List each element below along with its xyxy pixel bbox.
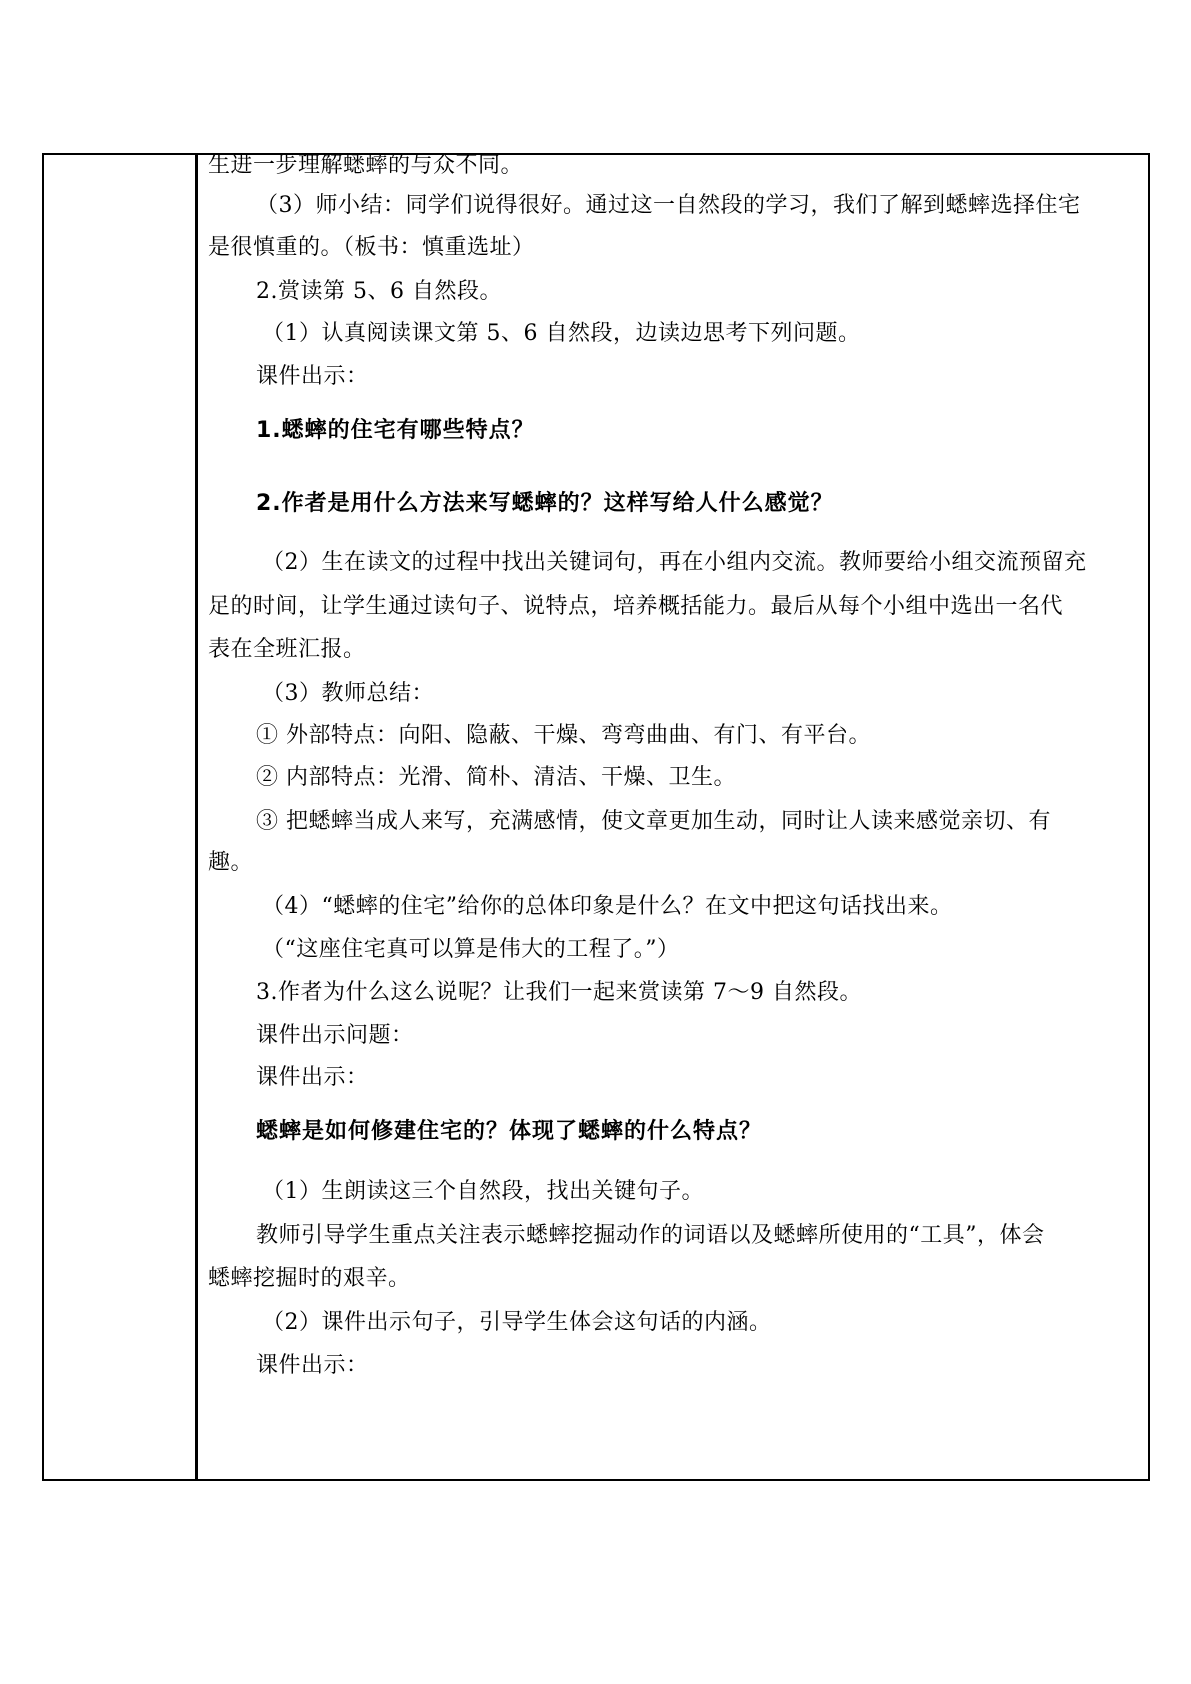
text-line: （3）教师总结： (262, 681, 434, 706)
text-line: （1）生朗读这三个自然段，找出关键句子。 (262, 1179, 704, 1204)
text-line: 课件出示： (256, 1353, 369, 1378)
table-column-divider (195, 153, 198, 1481)
text-line: （2）生在读文的过程中找出关键词句，再在小组内交流。教师要给小组交流预留充 (262, 550, 1087, 575)
text-line: 2.赏读第 5、6 自然段。 (256, 279, 502, 304)
text-line: 蟋蟀挖掘时的艰辛。 (208, 1266, 411, 1291)
text-line: （4）“蟋蟀的住宅”给你的总体印象是什么？在文中把这句话找出来。 (262, 894, 953, 919)
text-line: 是很慎重的。（板书：慎重选址） (208, 235, 535, 260)
text-line: ② 内部特点：光滑、简朴、清洁、干燥、卫生。 (256, 765, 736, 790)
text-line: （“这座住宅真可以算是伟大的工程了。”） (262, 937, 680, 962)
text-line: 课件出示： (256, 1065, 369, 1090)
text-line: 表在全班汇报。 (208, 637, 366, 662)
text-line: 课件出示： (256, 364, 369, 389)
text-line: 教师引导学生重点关注表示蟋蟀挖掘动作的词语以及蟋蟀所使用的“工具”，体会 (256, 1223, 1045, 1248)
text-line: 足的时间，让学生通过读句子、说特点，培养概括能力。最后从每个小组中选出一名代 (208, 594, 1064, 619)
slide-question: 蟋蟀是如何修建住宅的？体现了蟋蟀的什么特点？ (256, 1119, 763, 1144)
text-line: 趣。 (208, 850, 254, 875)
text-line: （3）师小结：同学们说得很好。通过这一自然段的学习，我们了解到蟋蟀选择住宅 (256, 193, 1081, 218)
text-line: （2）课件出示句子，引导学生体会这句话的内涵。 (262, 1310, 772, 1335)
text-line: （1）认真阅读课文第 5、6 自然段，边读边思考下列问题。 (262, 321, 861, 346)
slide-question: 1.蟋蟀的住宅有哪些特点？ (256, 418, 535, 443)
text-line: 生进一步理解蟋蟀的与众不同。 (208, 153, 524, 178)
text-line: 3.作者为什么这么说呢？让我们一起来赏读第 7～9 自然段。 (256, 980, 862, 1005)
text-line: ① 外部特点：向阳、隐蔽、干燥、弯弯曲曲、有门、有平台。 (256, 723, 871, 748)
text-line: 课件出示问题： (256, 1023, 414, 1048)
text-line: ③ 把蟋蟀当成人来写，充满感情，使文章更加生动，同时让人读来感觉亲切、有 (256, 809, 1051, 834)
slide-question: 2.作者是用什么方法来写蟋蟀的？这样写给人什么感觉？ (256, 491, 834, 516)
